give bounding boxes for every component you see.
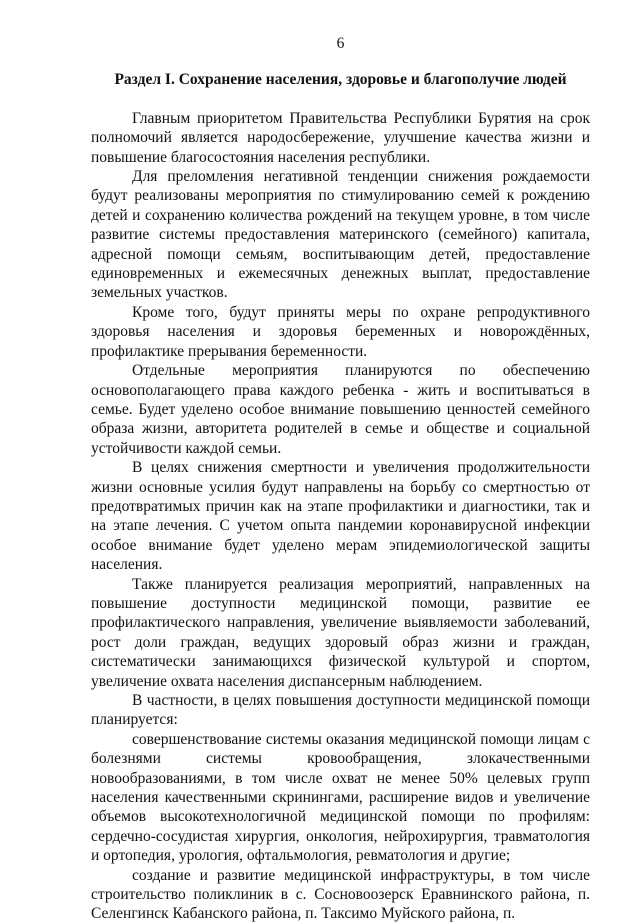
section-heading: Раздел I. Сохранение населения, здоровье и благополучие людей [114, 71, 567, 89]
paragraph: Главным приоритетом Правительства Республики Бурятия на срок полномочий является народосбережение, улучшение качества жизни и повышение благосостояния населения республики. [91, 109, 590, 166]
paragraph: В частности, в целях повышения доступности медицинской помощи планируется: [91, 692, 590, 729]
page-number: 6 [336, 35, 345, 52]
paragraph: Также планируется реализация мероприятий, направленных на повышение доступности медицинской помощи, развитие ее профилактического направления, увеличение выявляемости заболеваний, рост доли граждан, ведущих здоровый образ жизни и граждан, систематически занимающихся физической культурой и спортом, увеличение охвата населения диспансерным наблюдением. [91, 575, 590, 690]
list-item: создание и развитие медицинской инфраструктуры, в том числе строительство поликлиник в с. Сосновоозерск Еравнинского района, п. Селенгинск Кабанского района, п. Таксимо Муйского района, п. [91, 866, 590, 923]
paragraph: В целях снижения смертности и увеличения продолжительности жизни основные усилия будут направлены на борьбу со смертностью от предотвратимых причин как на этапе профилактики и диагностики, так и на этапе лечения. С учетом опыта пандемии коронавирусной инфекции особое внимание будет уделено мерам эпидемиологической защиты населения. [91, 459, 590, 574]
paragraph: Отдельные мероприятия планируются по обеспечению основополагающего права каждого ребенка - жить и воспитываться в семье. Будет уделено особое внимание повышению ценностей семейного образа жизни, авторитета родителей в семье и обществе и социальной устойчивости каждой семьи. [91, 362, 590, 457]
list-item: совершенствование системы оказания медицинской помощи лицам с болезнями системы кровообращения, злокачественными новообразованиями, в том числе охват не менее 50% целевых групп населения качественными скринингами, расширение видов и увеличение объемов высокотехнологичной медицинской помощи по профилям: сердечно-сосудистая хирургия, онкология, нейрохирургия, травматология и ортопедия, урология, офтальмология, ревматология и другие; [91, 730, 590, 865]
paragraph: Кроме того, будут приняты меры по охране репродуктивного здоровья населения и здоровья беременных и новорождённых, профилактике прерывания беременности. [91, 303, 590, 360]
paragraph: Для преломления негативной тенденции снижения рождаемости будут реализованы мероприятия по стимулированию семей к рождению детей и сохранению количества рождений на текущем уровне, в том числе развитие системы предоставления материнского (семейного) капитала, адресной помощи семьям, воспитывающим детей, предоставление единовременных и ежемесячных денежных выплат, предоставление земельных участков. [91, 168, 590, 302]
